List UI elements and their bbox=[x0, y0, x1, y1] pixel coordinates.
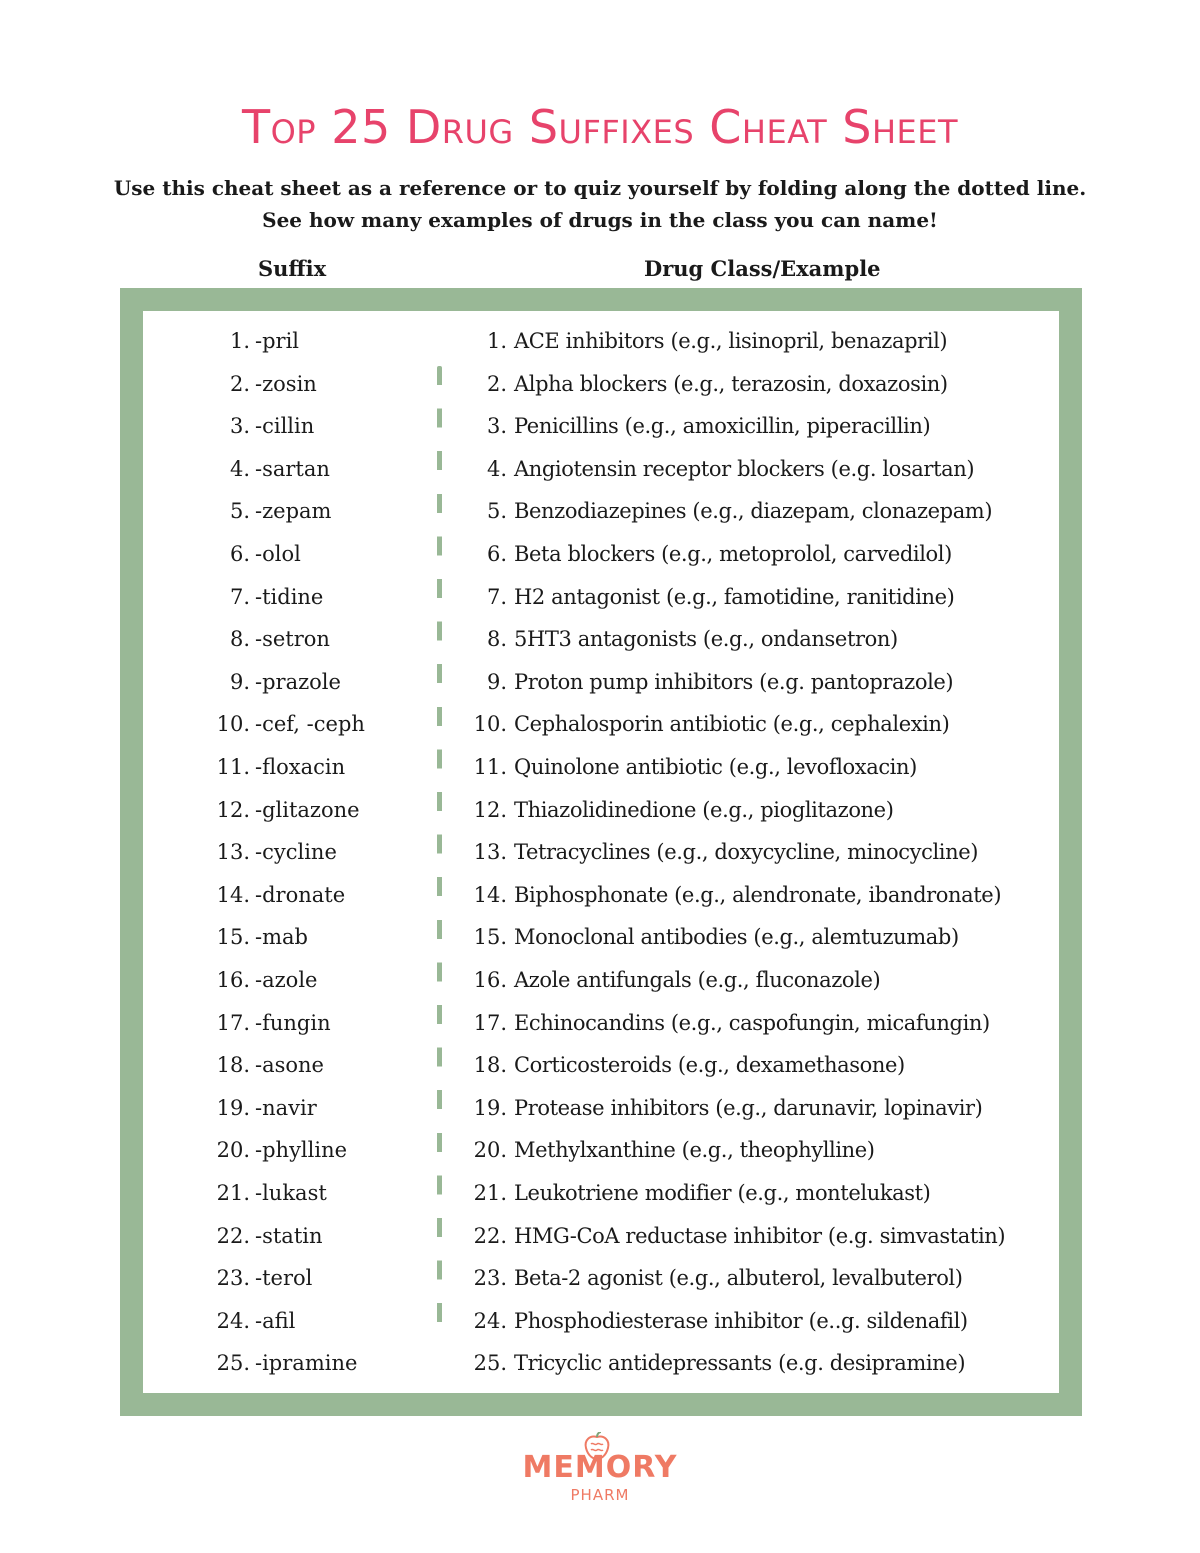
drug-class-number: 11. bbox=[473, 755, 507, 779]
suffix-text: -navir bbox=[255, 1095, 317, 1120]
drug-class-number: 5. bbox=[486, 499, 507, 524]
drug-class-text: Corticosteroids (e.g., dexamethasone) bbox=[514, 1053, 905, 1078]
suffix-column-header: Suffix bbox=[258, 256, 327, 281]
suffix-text: -floxacin bbox=[255, 755, 346, 779]
drug-class-text: Tricyclic antidepressants (e.g. desipramine) bbox=[514, 1351, 966, 1376]
drug-class-text: H2 antagonist (e.g., famotidine, ranitidine) bbox=[514, 584, 955, 609]
suffix-text: -asone bbox=[255, 1053, 324, 1078]
table-row bbox=[0, 1300, 1200, 1343]
table-row bbox=[0, 1257, 1200, 1300]
table-row bbox=[0, 1087, 1200, 1130]
drug-class-text: Penicillins (e.g., amoxicillin, piperacillin) bbox=[514, 414, 931, 439]
suffix-number: 17. bbox=[216, 1010, 250, 1035]
suffix-text: -terol bbox=[255, 1266, 313, 1291]
table-row bbox=[0, 831, 1200, 874]
suffix-number: 25. bbox=[216, 1351, 250, 1376]
table-row bbox=[0, 320, 1200, 363]
suffix-number: 11. bbox=[216, 755, 250, 779]
suffix-text: -sartan bbox=[255, 456, 330, 481]
table-row bbox=[0, 1129, 1200, 1172]
suffix-number: 15. bbox=[216, 925, 250, 950]
drug-class-number: 12. bbox=[473, 797, 507, 822]
drug-class-text: Cephalosporin antibiotic (e.g., cephalexin) bbox=[514, 712, 950, 737]
drug-class-number: 17. bbox=[473, 1010, 507, 1035]
table-row bbox=[0, 916, 1200, 959]
table-row bbox=[0, 533, 1200, 576]
drug-class-number: 15. bbox=[473, 925, 507, 950]
suffix-text: -prazole bbox=[255, 669, 341, 694]
suffix-text: -setron bbox=[255, 627, 330, 652]
suffix-number: 24. bbox=[216, 1308, 250, 1333]
drug-class-text: 5HT3 antagonists (e.g., ondansetron) bbox=[514, 627, 898, 652]
drug-class-number: 16. bbox=[473, 968, 507, 992]
suffix-number: 20. bbox=[216, 1138, 250, 1163]
logo-wordmark: MEMORY bbox=[522, 1450, 678, 1485]
table-row bbox=[0, 959, 1200, 1002]
suffix-number: 14. bbox=[216, 882, 250, 907]
table-row bbox=[0, 405, 1200, 448]
suffix-number: 23. bbox=[216, 1266, 250, 1291]
suffix-number: 18. bbox=[216, 1053, 250, 1078]
suffix-text: -mab bbox=[255, 925, 308, 950]
suffix-text: -dronate bbox=[255, 882, 346, 907]
drug-class-text: Tetracyclines (e.g., doxycycline, minocycline) bbox=[514, 840, 979, 865]
drug-class-number: 7. bbox=[486, 584, 507, 609]
drug-class-text: Leukotriene modifier (e.g., montelukast) bbox=[514, 1181, 931, 1205]
suffix-text: -azole bbox=[255, 968, 318, 992]
suffix-number: 12. bbox=[216, 797, 250, 822]
suffix-number: 22. bbox=[216, 1223, 250, 1248]
logo-subtext: PHARM bbox=[570, 1486, 630, 1504]
suffix-text: -phylline bbox=[255, 1138, 348, 1163]
table-row bbox=[0, 874, 1200, 917]
drug-class-number: 8. bbox=[486, 627, 507, 652]
suffix-text: -pril bbox=[255, 329, 300, 353]
table-row bbox=[0, 746, 1200, 789]
drug-class-number: 25. bbox=[473, 1351, 507, 1376]
suffix-text: -tidine bbox=[255, 584, 324, 609]
suffix-number: 10. bbox=[216, 712, 250, 737]
drug-class-text: Biphosphonate (e.g., alendronate, ibandronate) bbox=[514, 882, 1002, 907]
table-row bbox=[0, 1342, 1200, 1385]
drug-class-text: ACE inhibitors (e.g., lisinopril, benazapril) bbox=[514, 329, 948, 353]
table-row bbox=[0, 1044, 1200, 1087]
drug-class-number: 22. bbox=[473, 1223, 507, 1248]
table-row bbox=[0, 1002, 1200, 1045]
drug-class-number: 13. bbox=[473, 840, 507, 865]
table-row bbox=[0, 661, 1200, 704]
drug-class-number: 24. bbox=[473, 1308, 507, 1333]
memory-pharm-logo bbox=[490, 1430, 710, 1510]
suffix-number: 6. bbox=[229, 542, 250, 566]
drug-class-text: Azole antifungals (e.g., fluconazole) bbox=[514, 968, 881, 992]
table-row bbox=[0, 1215, 1200, 1258]
drug-class-number: 18. bbox=[473, 1053, 507, 1078]
suffix-number: 8. bbox=[229, 627, 250, 652]
drug-class-number: 19. bbox=[473, 1095, 507, 1120]
suffix-number: 1. bbox=[229, 329, 250, 353]
table-row bbox=[0, 1172, 1200, 1215]
table-row bbox=[0, 363, 1200, 406]
table-row bbox=[0, 490, 1200, 533]
suffix-text: -ipramine bbox=[255, 1351, 358, 1376]
drug-class-number: 20. bbox=[473, 1138, 507, 1163]
table-row bbox=[0, 618, 1200, 661]
drug-class-number: 10. bbox=[473, 712, 507, 737]
suffix-number: 13. bbox=[216, 840, 250, 865]
suffix-text: -cycline bbox=[255, 840, 337, 865]
suffix-number: 2. bbox=[229, 371, 250, 396]
suffix-number: 9. bbox=[229, 669, 250, 694]
table-row bbox=[0, 789, 1200, 832]
suffix-text: -cillin bbox=[255, 414, 315, 439]
suffix-text: -fungin bbox=[255, 1010, 331, 1035]
drug-class-text: Proton pump inhibitors (e.g. pantoprazole) bbox=[514, 669, 954, 694]
table-row bbox=[0, 448, 1200, 491]
drug-class-text: Phosphodiesterase inhibitor (e..g. sildenafil) bbox=[514, 1308, 968, 1333]
drug-class-number: 4. bbox=[486, 456, 507, 481]
drug-class-number: 9. bbox=[486, 669, 507, 694]
drug-class-text: Methylxanthine (e.g., theophylline) bbox=[514, 1138, 875, 1163]
suffix-text: -statin bbox=[255, 1223, 323, 1248]
drug-class-number: 23. bbox=[473, 1266, 507, 1291]
suffix-number: 19. bbox=[216, 1095, 250, 1120]
suffix-text: -glitazone bbox=[255, 797, 360, 822]
suffix-number: 21. bbox=[216, 1181, 250, 1205]
suffix-text: -zosin bbox=[255, 371, 317, 396]
drug-class-number: 1. bbox=[486, 329, 507, 353]
table-row bbox=[0, 576, 1200, 619]
drug-class-number: 14. bbox=[473, 882, 507, 907]
drug-class-text: Echinocandins (e.g., caspofungin, micafungin) bbox=[514, 1010, 990, 1035]
drug-class-text: Benzodiazepines (e.g., diazepam, clonazepam) bbox=[514, 499, 993, 524]
suffix-text: -zepam bbox=[255, 499, 332, 524]
drug-class-number: 3. bbox=[486, 414, 507, 439]
instructions-text: Use this cheat sheet as a reference or to quiz yourself by folding along the dotted line. See how many examples of drugs in the class you can name! bbox=[113, 176, 1087, 232]
drug-class-text: Quinolone antibiotic (e.g., levofloxacin) bbox=[514, 755, 917, 779]
drug-class-text: Alpha blockers (e.g., terazosin, doxazosin) bbox=[514, 371, 948, 396]
suffix-text: -olol bbox=[255, 542, 301, 566]
drug-class-text: Monoclonal antibodies (e.g., alemtuzumab) bbox=[514, 925, 959, 950]
drug-class-text: HMG-CoA reductase inhibitor (e.g. simvastatin) bbox=[514, 1223, 1006, 1248]
drug-class-number: 6. bbox=[486, 542, 507, 566]
suffix-number: 7. bbox=[229, 584, 250, 609]
suffix-number: 5. bbox=[229, 499, 250, 524]
drug-class-text: Beta blockers (e.g., metoprolol, carvedilol) bbox=[514, 542, 952, 566]
drug-class-text: Angiotensin receptor blockers (e.g. losartan) bbox=[514, 456, 975, 481]
drug-class-text: Thiazolidinedione (e.g., pioglitazone) bbox=[514, 797, 894, 822]
drug-class-text: Protease inhibitors (e.g., darunavir, lopinavir) bbox=[514, 1095, 983, 1120]
drug-class-number: 21. bbox=[473, 1181, 507, 1205]
drug-class-number: 2. bbox=[486, 371, 507, 396]
suffix-text: -afil bbox=[255, 1308, 296, 1333]
suffix-number: 16. bbox=[216, 968, 250, 992]
page-title: Top 25 Drug Suffixes Cheat Sheet bbox=[241, 100, 959, 154]
suffix-number: 3. bbox=[229, 414, 250, 439]
suffix-number: 4. bbox=[229, 456, 250, 481]
suffix-text: -cef, -ceph bbox=[255, 712, 365, 737]
table-row bbox=[0, 703, 1200, 746]
drug-class-text: Beta-2 agonist (e.g., albuterol, levalbuterol) bbox=[514, 1266, 963, 1291]
suffix-text: -lukast bbox=[255, 1181, 327, 1205]
drug-class-column-header: Drug Class/Example bbox=[644, 256, 881, 281]
